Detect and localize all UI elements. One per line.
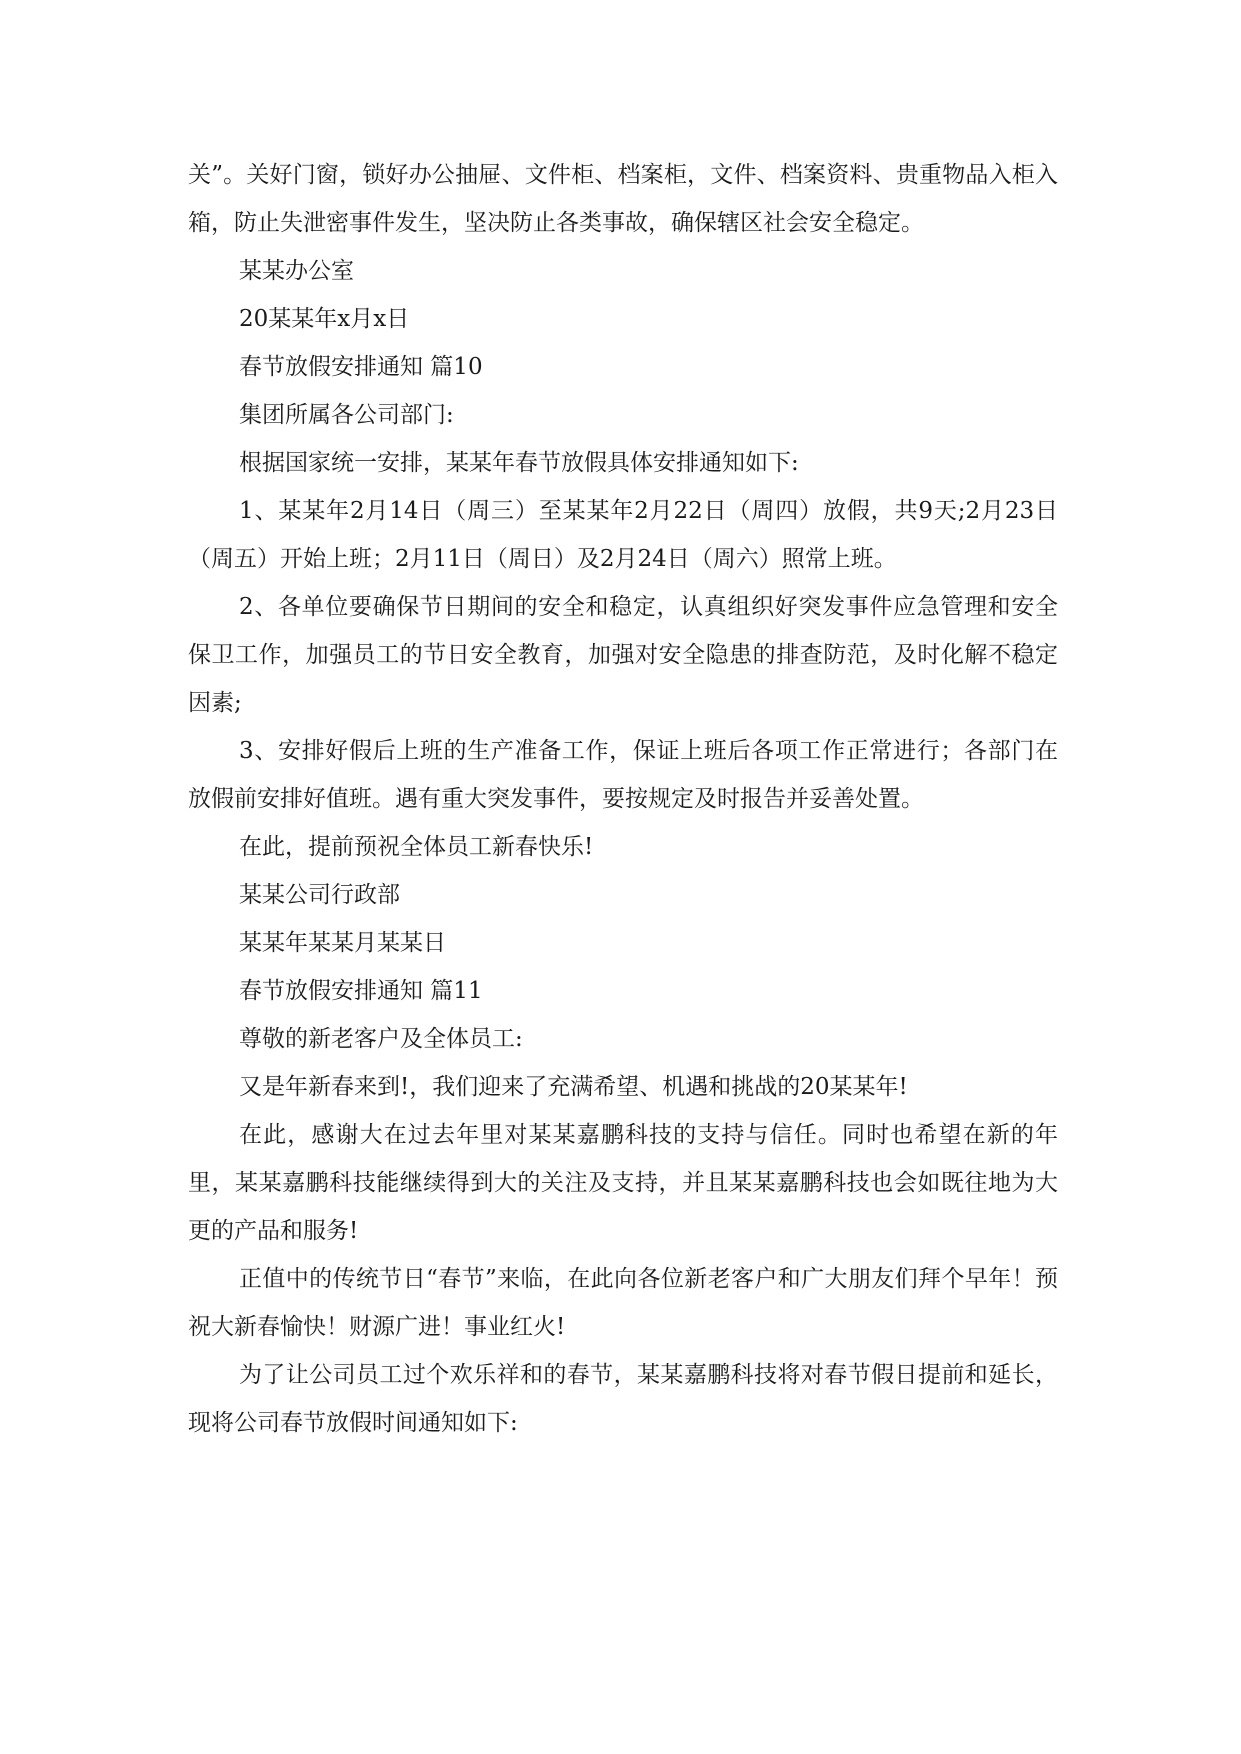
salutation: 集团所属各公司部门: <box>239 402 454 428</box>
signature-department: 某某公司行政部 <box>239 882 400 908</box>
festival-paragraph: 正值中的传统节日“春节”来临，在此向各位新老客户和广大朋友们拜个早年！预祝大新春愉快！财源广进！事业红火! <box>188 1266 1058 1340</box>
greeting-line: 在此，提前预祝全体员工新春快乐! <box>239 834 594 860</box>
salutation-2: 尊敬的新老客户及全体员工: <box>239 1026 523 1052</box>
list-item-3: 3、安排好假后上班的生产准备工作，保证上班后各项工作正常进行；各部门在放假前安排好值班。遇有重大突发事件，要按规定及时报告并妥善处置。 <box>188 738 1058 812</box>
signature-date-2: 某某年某某月某某日 <box>239 930 446 956</box>
list-item-2: 2、各单位要确保节日期间的安全和稳定，认真组织好突发事件应急管理和安全保卫工作，加强员工的节日安全教育，加强对安全隐患的排查防范，及时化解不稳定因素; <box>188 594 1058 716</box>
thanks-paragraph: 在此，感谢大在过去年里对某某嘉鹏科技的支持与信任。同时也希望在新的年里，某某嘉鹏科技能继续得到大的关注及支持，并且某某嘉鹏科技也会如既往地为大更的产品和服务! <box>188 1122 1058 1244</box>
signature-office: 某某办公室 <box>239 258 354 284</box>
signature-date: 20某某年x月x日 <box>239 306 410 332</box>
notice-paragraph: 为了让公司员工过个欢乐祥和的春节，某某嘉鹏科技将对春节假日提前和延长，现将公司春节放假时间通知如下: <box>188 1362 1058 1436</box>
new-year-line: 又是年新春来到!，我们迎来了充满希望、机遇和挑战的20某某年! <box>239 1074 908 1100</box>
section-title-11: 春节放假安排通知 篇11 <box>239 978 483 1004</box>
intro-paragraph: 根据国家统一安排，某某年春节放假具体安排通知如下: <box>239 450 799 476</box>
list-item-1: 1、某某年2月14日（周三）至某某年2月22日（周四）放假，共9天;2月23日（周五）开始上班；2月11日（周日）及2月24日（周六）照常上班。 <box>188 498 1058 572</box>
paragraph-continuation: 关”。关好门窗，锁好办公抽屉、文件柜、档案柜，文件、档案资料、贵重物品入柜入箱，防止失泄密事件发生，坚决防止各类事故，确保辖区社会安全稳定。 <box>188 162 1058 236</box>
section-title-10: 春节放假安排通知 篇10 <box>239 354 483 380</box>
document-body <box>188 151 1058 1447</box>
